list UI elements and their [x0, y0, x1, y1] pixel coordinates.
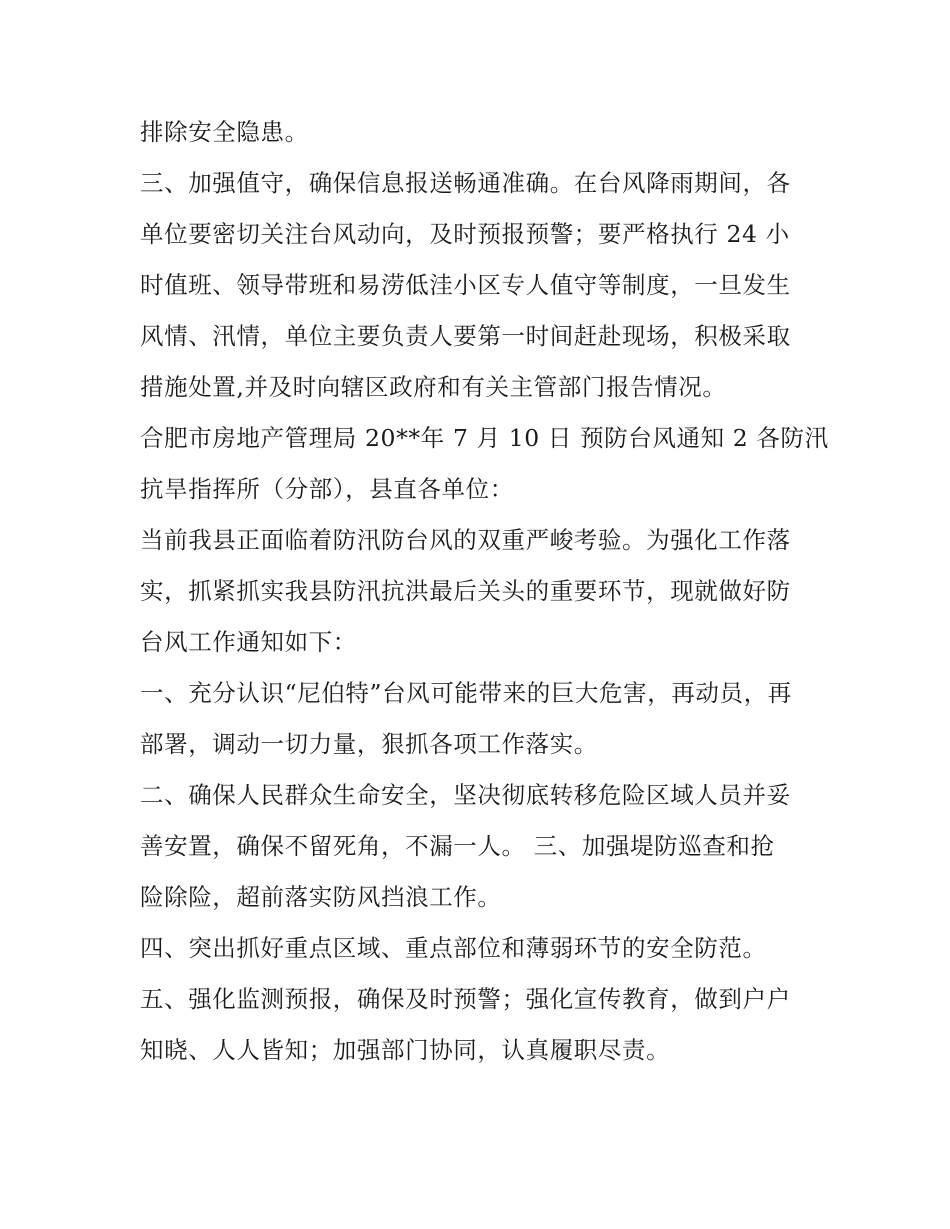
text-line: 单位要密切关注台风动向，及时预报预警；要严格执行 24 小 — [140, 220, 790, 248]
text-line: 善安置，确保不留死角，不漏一人。 三、加强堤防巡查和抢 — [140, 832, 775, 860]
text-line: 一、充分认识“尼伯特”台风可能带来的巨大危害，再动员，再 — [140, 679, 792, 707]
text-line: 知晓、人人皆知；加强部门协同，认真履职尽责。 — [140, 1036, 671, 1064]
text-line: 险除险，超前落实防风挡浪工作。 — [140, 883, 502, 911]
text-line: 三、加强值守，确保信息报送畅通准确。在台风降雨期间，各 — [140, 169, 791, 197]
text-line: 合肥市房地产管理局 20**年 7 月 10 日 预防台风通知 2 各防汛 — [140, 424, 829, 452]
document-body — [140, 107, 829, 1076]
text-line: 风情、汛情，单位主要负责人要第一时间赶赴现场，积极采取 — [140, 322, 791, 350]
text-line: 二、确保人民群众生命安全，坚决彻底转移危险区域人员并妥 — [140, 781, 791, 809]
text-line: 台风工作通知如下： — [140, 628, 357, 656]
text-line: 五、强化监测预报，确保及时预警；强化宣传教育，做到户户 — [140, 985, 791, 1013]
text-line: 部署，调动一切力量，狠抓各项工作落实。 — [140, 730, 598, 758]
text-line: 抗旱指挥所（分部），县直各单位： — [140, 475, 514, 503]
text-line: 措施处置,并及时向辖区政府和有关主管部门报告情况。 — [140, 373, 727, 401]
text-line: 排除安全隐患。 — [140, 118, 309, 146]
text-line: 四、突出抓好重点区域、重点部位和薄弱环节的安全防范。 — [140, 934, 767, 962]
text-line: 时值班、领导带班和易涝低洼小区专人值守等制度，一旦发生 — [140, 271, 791, 299]
text-line: 当前我县正面临着防汛防台风的双重严峻考验。为强化工作落 — [140, 526, 791, 554]
text-line: 实，抓紧抓实我县防汛抗洪最后关头的重要环节，现就做好防 — [140, 577, 791, 605]
